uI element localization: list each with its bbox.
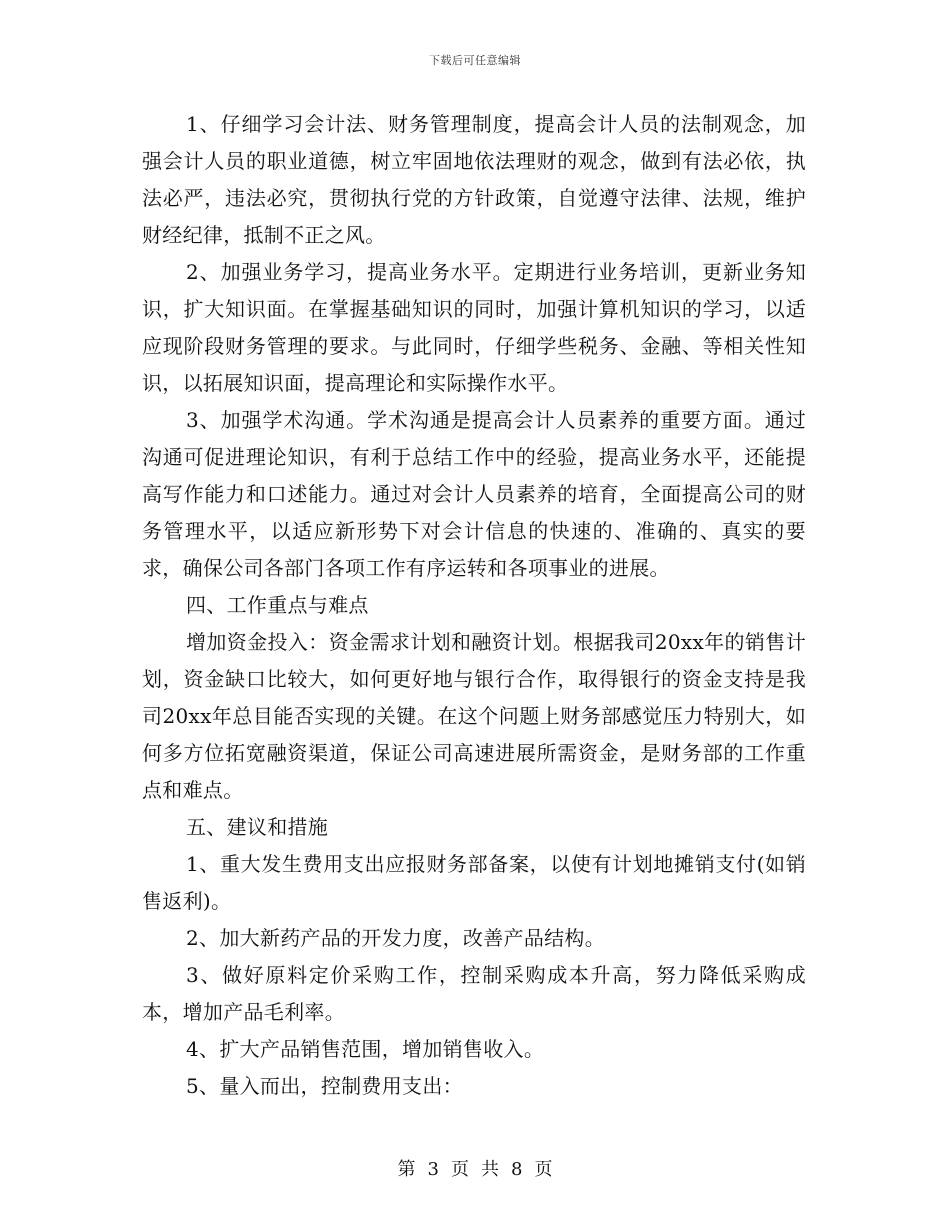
paragraph-3: 3、加强学术沟通。学术沟通是提高会计人员素养的重要方面。通过沟通可促进理论知识，有利于总结工作中的经验，提高业务水平，还能提高写作能力和口述能力。通过对会计人员素养的培育，全面提高公司的财务管理水平，以适应新形势下对会计信息的快速的、准确的、真实的要求，确保公司各部门各项工作有序运转和各项事业的进展。 xyxy=(142,408,806,580)
document-body xyxy=(142,106,806,1105)
current-page-number: 3 xyxy=(427,1159,439,1180)
footer-label-ye-2: 页 xyxy=(534,1159,553,1180)
suggestion-1: 1、重大发生费用支出应报财务部备案，以使有计划地摊销支付(如销售返利)。 xyxy=(142,852,806,913)
section-heading-4: 四、工作重点与难点 xyxy=(186,593,369,617)
paragraph-2: 2、加强业务学习，提高业务水平。定期进行业务培训，更新业务知识，扩大知识面。在掌握基础知识的同时，加强计算机知识的学习，以适应现阶段财务管理的要求。与此同时，仔细学些税务、金融、等相关性知识，以拓展知识面，提高理论和实际操作水平。 xyxy=(142,260,806,395)
header-note: 下载后可任意编辑 xyxy=(429,54,521,67)
footer-label-ye: 页 xyxy=(451,1159,469,1180)
page-footer xyxy=(0,1155,950,1181)
section-heading-5: 五、建议和措施 xyxy=(186,815,329,839)
suggestion-4: 4、扩大产品销售范围，增加销售收入。 xyxy=(186,1037,545,1061)
paragraph-funding: 增加资金投入：资金需求计划和融资计划。根据我司20xx年的销售计划，资金缺口比较大，如何更好地与银行合作，取得银行的资金支持是我司20xx年总目能否实现的关键。在这个问题上财务部感觉压力特别大，如何多方位拓宽融资渠道，保证公司高速进展所需资金，是财务部的工作重点和难点。 xyxy=(142,630,806,802)
footer-label-di: 第 xyxy=(397,1159,416,1180)
suggestion-5: 5、量入而出，控制费用支出： xyxy=(186,1074,463,1098)
paragraph-1: 1、仔细学习会计法、财务管理制度，提高会计人员的法制观念，加强会计人员的职业道德，树立牢固地依法理财的观念，做到有法必依，执法必严，违法必究，贯彻执行党的方针政策，自觉遵守法律、法规，维护财经纪律，抵制不正之风。 xyxy=(142,112,806,247)
suggestion-3: 3、做好原料定价采购工作，控制采购成本升高，努力降低采购成本，增加产品毛利率。 xyxy=(142,963,806,1024)
total-page-number: 8 xyxy=(511,1159,523,1180)
footer-label-gong: 共 xyxy=(481,1159,499,1180)
suggestion-2: 2、加大新药产品的开发力度，改善产品结构。 xyxy=(186,926,606,950)
